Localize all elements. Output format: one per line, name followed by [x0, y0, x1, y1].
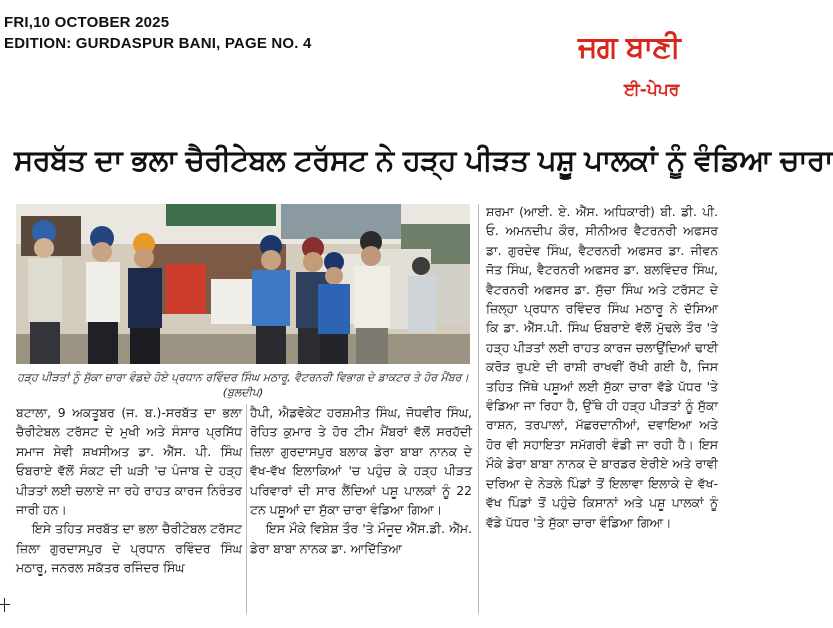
logo-title: ਜਗ ਬਾਣੀ [578, 30, 680, 65]
crop-mark [4, 598, 5, 612]
crop-mark [0, 604, 10, 605]
article-headline: ਸਰਬੱਤ ਦਾ ਭਲਾ ਚੈਰੀਟੇਬਲ ਟਰੱਸਟ ਨੇ ਹੜ੍ਹ ਪੀੜਤ ਪਸ਼ੂ ਪਾਲਕਾਂ ਨੂੰ ਵੰਡਿਆ ਚਾਰਾ [14, 143, 833, 177]
column-divider [478, 204, 479, 614]
article-column-1 [16, 403, 242, 615]
jagbani-logo [578, 30, 718, 115]
edition-info: EDITION: GURDASPUR BANI, PAGE NO. 4 [4, 35, 312, 52]
photo-illustration [16, 204, 470, 364]
article-paragraph: ਇਸੇ ਤਹਿਤ ਸਰਬੱਤ ਦਾ ਭਲਾ ਚੈਰੀਟੇਬਲ ਟਰੱਸਟ ਜ਼ਿਲਾ ਗੁਰਦਾਸਪੁਰ ਦੇ ਪ੍ਰਧਾਨ ਰਵਿੰਦਰ ਸਿੰਘ ਮਠਾਰੂ, ਜਨਰਲ ਸਕੱਤਰ ਰਜਿੰਦਰ ਸਿੰਘ [16, 521, 242, 576]
article-paragraph: ਬਟਾਲਾ, 9 ਅਕਤੂਬਰ (ਜ. ਬ.)-ਸਰਬੱਤ ਦਾ ਭਲਾ ਚੈਰੀਟੇਬਲ ਟਰੱਸਟ ਦੇ ਮੁਖੀ ਅਤੇ ਸੰਸਾਰ ਪ੍ਰਸਿੱਧ ਸਮਾਜ ਸੇਵੀ ਸ਼ਖਸੀਅਤ ਡਾ. ਐੱਸ. ਪੀ. ਸਿੰਘ ਓਬਰਾਏ ਵੱਲੋਂ ਸੰਕਟ ਦੀ ਘੜੀ 'ਚ ਪੰਜਾਬ ਦੇ ਹੜ੍ਹ ਪੀੜਤਾਂ ਲਈ ਚਲਾਏ ਜਾ ਰਹੇ ਰਾਹਤ ਕਾਰਜ ਨਿਰੰਤਰ ਜਾਰੀ ਹਨ। [16, 405, 242, 518]
article-column-2 [250, 403, 472, 615]
article-paragraph: ਇਸ ਮੌਕੇ ਵਿਸ਼ੇਸ਼ ਤੌਰ 'ਤੇ ਮੌਜੂਦ ਐੱਸ.ਡੀ. ਐੱਮ. ਡੇਰਾ ਬਾਬਾ ਨਾਨਕ ਡਾ. ਆਦਿੱਤਿਆ [250, 521, 472, 556]
article-paragraph: ਸ਼ਰਮਾ (ਆਈ. ਏ. ਐੱਸ. ਅਧਿਕਾਰੀ) ਬੀ. ਡੀ. ਪੀ. ਓ. ਅਮਨਦੀਪ ਕੌਰ, ਸੀਨੀਅਰ ਵੈਟਰਨਰੀ ਅਫਸਰ ਡਾ. ਗੁਰਦੇਵ ਸਿੰਘ, ਵੈਟਰਨਰੀ ਅਫਸਰ ਡਾ. ਜੀਵਨ ਜੋਤ ਸਿੰਘ, ਵੈਟਰਨਰੀ ਅਫਸਰ ਡਾ. ਬਲਵਿੰਦਰ ਸਿੰਘ, ਵੈਟਰਨਰੀ ਅਫਸਰ ਡਾ. ਸੁੱਚਾ ਸਿੰਘ ਅਤੇ ਟਰੱਸਟ ਦੇ ਜ਼ਿਲ੍ਹਾ ਪ੍ਰਧਾਨ ਰਵਿੰਦਰ ਸਿੰਘ ਮਠਾਰੂ ਨੇ ਦੱਸਿਆ ਕਿ ਡਾ. ਐੱਸ.ਪੀ. ਸਿੰਘ ਓਬਰਾਏ ਵੱਲੋਂ ਮੁੱਢਲੇ ਤੌਰ 'ਤੇ ਹੜ੍ਹ ਪੀੜਤਾਂ ਲਈ ਰਾਹਤ ਕਾਰਜ ਚਲਾਉਂਦਿਆਂ ਢਾਈ ਕਰੋੜ ਰੁਪਏ ਦੀ ਰਾਸ਼ੀ ਰਾਖਵੀਂ ਰੱਖੀ ਗਈ ਹੈ, ਜਿਸ ਤਹਿਤ ਜਿੱਥੇ ਪਸ਼ੂਆਂ ਲਈ ਸੁੱਕਾ ਚਾਰਾ ਵੱਡੇ ਪੱਧਰ 'ਤੇ ਵੰਡਿਆ ਜਾ ਰਿਹਾ ਹੈ, ਉੱਥੇ ਹੀ ਹੜ੍ਹ ਪੀੜਤਾਂ ਨੂੰ ਸੁੱਕਾ ਰਾਸ਼ਨ, ਤਰਪਾਲਾਂ, ਮੱਛਰਦਾਨੀਆਂ, ਦਵਾਇਆ ਅਤੇ ਹੋਰ ਵੀ ਸਹਾਇਤਾ ਸਮੱਗਰੀ ਵੰਡੀ ਜਾ ਰਹੀ ਹੈ। ਇਸ ਮੌਕੇ ਡੇਰਾ ਬਾਬਾ ਨਾਨਕ ਦੇ ਬਾਰਡਰ ਏਰੀਏ ਅਤੇ ਰਾਵੀ ਦਰਿਆ ਦੇ ਨੇੜਲੇ ਪਿੰਡਾਂ ਤੋਂ ਇਲਾਵਾ ਇਲਾਕੇ ਦੇ ਵੱਖ-ਵੱਖ ਪਿੰਡਾਂ ਤੋਂ ਪਹੁੰਚੇ ਕਿਸਾਨਾਂ ਅਤੇ ਪਸ਼ੂ ਪਾਲਕਾਂ ਨੂੰ ਵੱਡੇ ਪੱਧਰ 'ਤੇ ਸੁੱਕਾ ਚਾਰਾ ਵੰਡਿਆ ਗਿਆ। [486, 204, 718, 530]
logo-subtitle: ਈ-ਪੇਪਰ [624, 80, 680, 100]
article-column-3 [486, 202, 718, 614]
article-paragraph: ਹੈਪੀ, ਐਡਵੋਕੇਟ ਹਰਸ਼ਮੀਤ ਸਿੰਘ, ਜੋਧਵੀਰ ਸਿੰਘ, ਰੋਹਿਤ ਕੁਮਾਰ ਤੇ ਹੋਰ ਟੀਮ ਮੈਂਬਰਾਂ ਵੱਲੋਂ ਸਰਹੱਦੀ ਜ਼ਿਲਾ ਗੁਰਦਾਸਪੁਰ ਬਲਾਕ ਡੇਰਾ ਬਾਬਾ ਨਾਨਕ ਦੇ ਵੱਖ-ਵੱਖ ਇਲਾਕਿਆਂ 'ਚ ਪਹੁੰਚ ਕੇ ਹੜ੍ਹ ਪੀੜਤ ਪਰਿਵਾਰਾਂ ਦੀ ਸਾਰ ਲੈਂਦਿਆਂ ਪਸ਼ੂ ਪਾਲਕਾਂ ਨੂੰ 22 ਟਨ ਪਸ਼ੂਆਂ ਦਾ ਸੁੱਕਾ ਚਾਰਾ ਵੰਡਿਆ ਗਿਆ। [250, 405, 472, 518]
news-photo [16, 204, 470, 364]
photo-caption: ਹੜ੍ਹ ਪੀੜਤਾਂ ਨੂੰ ਸੁੱਕਾ ਚਾਰਾ ਵੰਡਦੇ ਹੋਏ ਪ੍ਰਧਾਨ ਰਵਿੰਦਰ ਸਿੰਘ ਮਠਾਰੂ, ਵੈਟਰਨਰੀ ਵਿਭਾਗ ਦੇ ਡਾਕਟਰ ਤੇ ਹੋਰ ਮੈਂਬਰ। (ਬੁਲਦੀਪ) [17, 371, 469, 399]
column-divider [246, 404, 247, 614]
edition-date: FRI,10 OCTOBER 2025 [4, 14, 170, 31]
